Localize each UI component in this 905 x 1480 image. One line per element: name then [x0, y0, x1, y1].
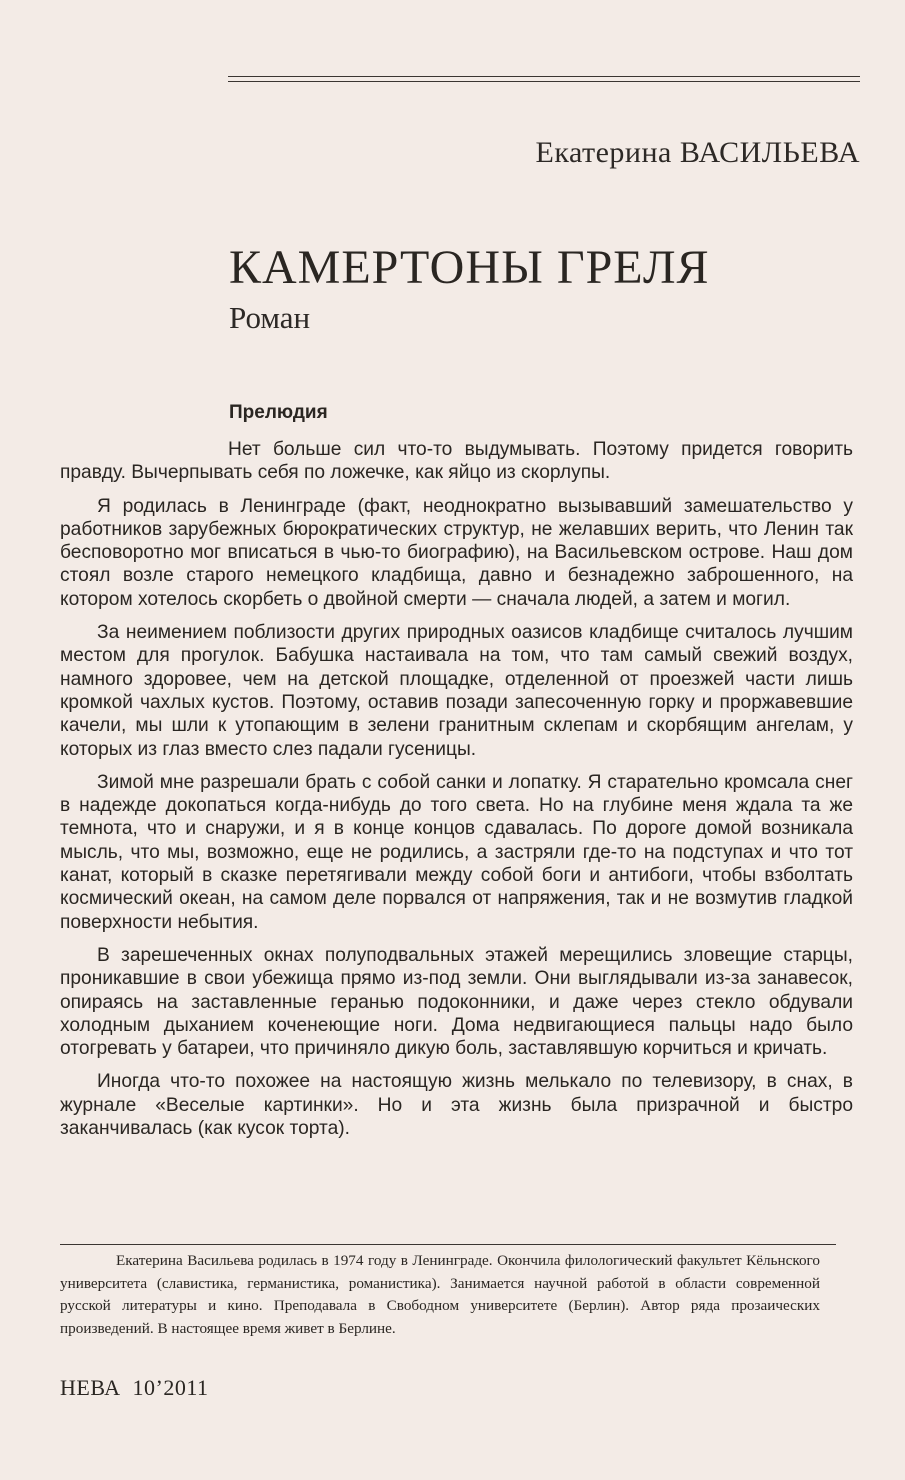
header-rule	[228, 76, 860, 77]
paragraph: Зимой мне разрешали брать с собой санки и лопатку. Я старательно кромсала снег в надежде докопаться когда-нибудь до того света. Но на глубине меня ждала та же темнота, что и снаружи, и я в конце концов сдавалась. По дороге домой возникала мысль, что мы, возможно, еще не родились, а застряли где-то на подступах и что тот канат, который в сказке перетягивали между собой боги и антибоги, чтобы взболтать космический океан, на самом деле порвался от напряжения, так и не возмутив гладкой поверхности небытия.	[60, 771, 853, 933]
paragraph: За неимением поблизости других природных оазисов кладбище считалось лучшим местом для прогулок. Бабушка настаивала на том, что там самый свежий воздух, намного здоровее, чем на детской площадке, отделенной от проезжей части лишь кромкой чахлых кустов. Поэтому, оставив позади запесоченную горку и проржавевшие качели, мы шли к утопающим в зелени гранитным склепам и скорбящим ангелам, у которых из глаз вместо слез падали гусеницы.	[60, 622, 853, 760]
footnote-rule	[60, 1244, 836, 1245]
genre-subtitle: Роман	[229, 300, 311, 335]
paragraph: Нет больше сил что-то выдумывать. Поэтому придется говорить правду. Вычерпывать себя по ложечке, как яйцо из скорлупы.	[60, 439, 853, 484]
body-text	[60, 438, 853, 1140]
paragraph: Иногда что-то похожее на настоящую жизнь мелькало по телевизору, в снах, в журнале «Веселые картинки». Но и эта жизнь была призрачной и быстро заканчивалась (как кусок торта).	[60, 1071, 853, 1140]
paragraph: Я родилась в Ленинграде (факт, неоднократно вызывавший замешательство у работников зарубежных бюрократических структур, не желавших верить, что Ленин так бесповоротно мог вписаться в чью-то биографию), на Васильевском острове. Наш дом стоял возле старого немецкого кладбища, давно и безнадежно заброшенного, на котором хотелось скорбеть о двойной смерти — сначала людей, а затем и могил.	[60, 495, 853, 610]
journal-name: НЕВА	[60, 1375, 121, 1400]
author-bio-footnote: Екатерина Васильева родилась в 1974 году в Ленинграде. Окончила филологический факультет Кёльнского университета (славистика, германистика, романистика). Занимается научной работой в области современной русской литературы и кино. Преподавала в Свободном университете (Берлин). Автор ряда прозаических произведений. В настоящее время живет в Берлине.	[60, 1252, 820, 1337]
novel-title: КАМЕРТОНЫ ГРЕЛЯ	[229, 241, 710, 294]
journal-issue: 10’2011	[132, 1375, 209, 1400]
journal-footer	[60, 1375, 209, 1401]
section-heading: Прелюдия	[229, 402, 328, 423]
paragraph: В зарешеченных окнах полуподвальных этажей мерещились зловещие старцы, проникавшие в свои убежища прямо из-под земли. Они выглядывали из-за занавесок, опираясь на заставленные геранью подоконники, и даже через стекло обдували холодным дыханием коченеющие ноги. Дома недвигающиеся пальцы надо было отогревать у батареи, что причиняло дикую боль, заставлявшую корчиться и кричать.	[60, 944, 853, 1060]
header-rule-double	[228, 81, 860, 82]
author-name: Екатерина ВАСИЛЬЕВА	[535, 136, 860, 169]
